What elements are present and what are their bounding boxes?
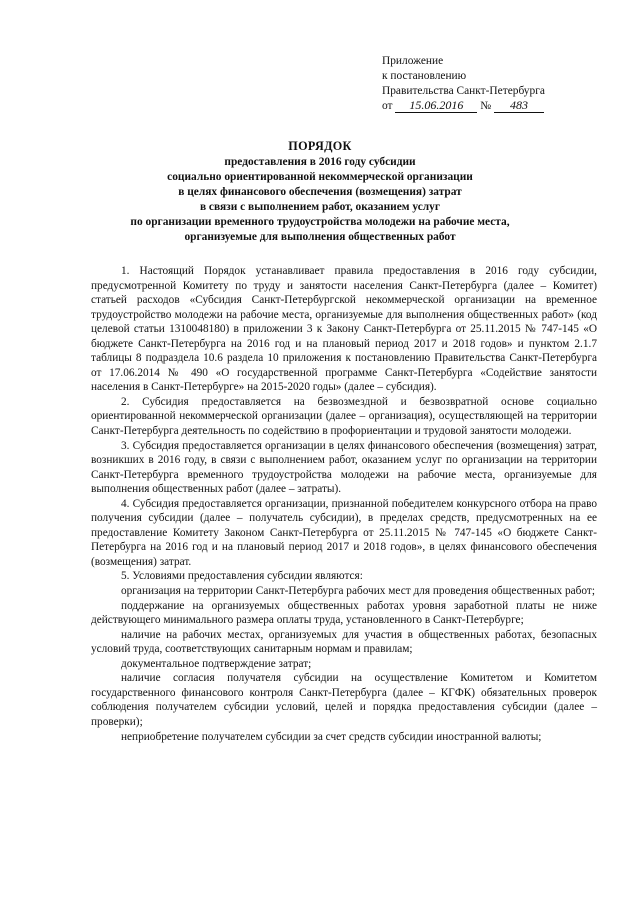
paragraph: неприобретение получателем субсидии за счет средств субсидии иностранной валюты; <box>121 730 542 743</box>
appendix-header <box>382 54 545 114</box>
title-line: в связи с выполнением работ, оказанием услуг <box>199 201 441 213</box>
paragraph: наличие на рабочих местах, организуемых для участия в общественных работах, безопасных условий труда, соответствующих санитарным нормам и правилам; <box>91 628 597 656</box>
appendix-line: к постановлению <box>382 70 467 82</box>
paragraph: организация на территории Санкт-Петербурга рабочих мест для проведения общественных работ; <box>121 585 595 598</box>
title-line: социально ориентированной некоммерческой организации <box>167 171 473 183</box>
paragraph: 1. Настоящий Порядок устанавливает правила предоставления в 2016 году субсидии, предусмотренной Комитету по труду и занятости населения Санкт-Петербурга (далее – Комитет) статьей расходов «Субсидия Санкт-Петербургской некоммерческой организации на временное трудоустройство молодежи на рабочие места, организуемые для выполнения общественных работ» (код целевой статьи 1310048180) в приложении 3 к Закону Санкт-Петербурга от 25.11.2015 № 747-145 «О бюджете Санкт-Петербурга на 2016 год и на плановый период 2017 и 2018 годов» и пунктом 2.1.7 таблицы 8 подраздела 10.6 раздела 10 приложения к постановлению Правительства Санкт-Петербурга от 17.06.2014 № 490 «О государственной программе Санкт-Петербурга «Содействие занятости населения в Санкт-Петербурге» на 2015-2020 годы» (далее – субсидия). <box>91 265 597 394</box>
number-label: № <box>480 100 492 112</box>
title-line: предоставления в 2016 году субсидии <box>224 156 416 168</box>
resolution-number: 483 <box>494 99 544 113</box>
document-title <box>0 139 640 245</box>
appendix-line: Правительства Санкт-Петербурга <box>382 85 545 97</box>
paragraph: поддержание на организуемых общественных работах уровня заработной платы не ниже действующего минимального размера оплаты труда, установленного в Санкт-Петербурге; <box>91 599 597 627</box>
paragraph: документальное подтверждение затрат; <box>121 657 312 670</box>
appendix-line: Приложение <box>382 55 444 67</box>
paragraph: 3. Субсидия предоставляется организации в целях финансового обеспечения (возмещения) затрат, возникших в 2016 году, в связи с выполнением работ, оказанием услуг по организации на территории Санкт-Петербурга временного трудоустройства молодежи на рабочие места, организуемые для выполнения общественных работ (далее – затраты). <box>91 439 597 496</box>
title-line: в целях финансового обеспечения (возмещения) затрат <box>178 186 462 198</box>
document-body <box>91 264 597 744</box>
from-label: от <box>382 100 393 112</box>
resolution-date: 15.06.2016 <box>395 99 477 113</box>
paragraph: 4. Субсидия предоставляется организации, признанной победителем конкурсного отбора на право получения субсидии (далее – получатель субсидии), в пределах средств, предусмотренных на ее предоставление Комитету Законом Санкт-Петербурга от 25.11.2015 № 747-145 «О бюджете Санкт-Петербурга на 2016 год и на плановый период 2017 и 2018 годов», в целях финансового обеспечения (возмещения) затрат. <box>91 497 597 568</box>
title-main: ПОРЯДОК <box>288 139 352 153</box>
paragraph: 5. Условиями предоставления субсидии являются: <box>121 570 363 583</box>
paragraph: 2. Субсидия предоставляется на безвозмездной и безвозвратной основе социально ориентированной некоммерческой организации (далее – организация), осуществляющей на территории Санкт-Петербурга деятельность по содействию в профориентации и трудовой занятости молодежи. <box>91 395 597 438</box>
title-line: по организации временного трудоустройства молодежи на рабочие места, <box>130 216 510 228</box>
title-line: организуемые для выполнения общественных работ <box>184 231 456 243</box>
appendix-date-line <box>382 99 545 114</box>
paragraph: наличие согласия получателя субсидии на осуществление Комитетом и Комитетом государственного финансового контроля Санкт-Петербурга (далее – КГФК) обязательных проверок соблюдения получателем субсидии условий, целей и порядка предоставления субсидии (далее – проверки); <box>91 672 597 728</box>
